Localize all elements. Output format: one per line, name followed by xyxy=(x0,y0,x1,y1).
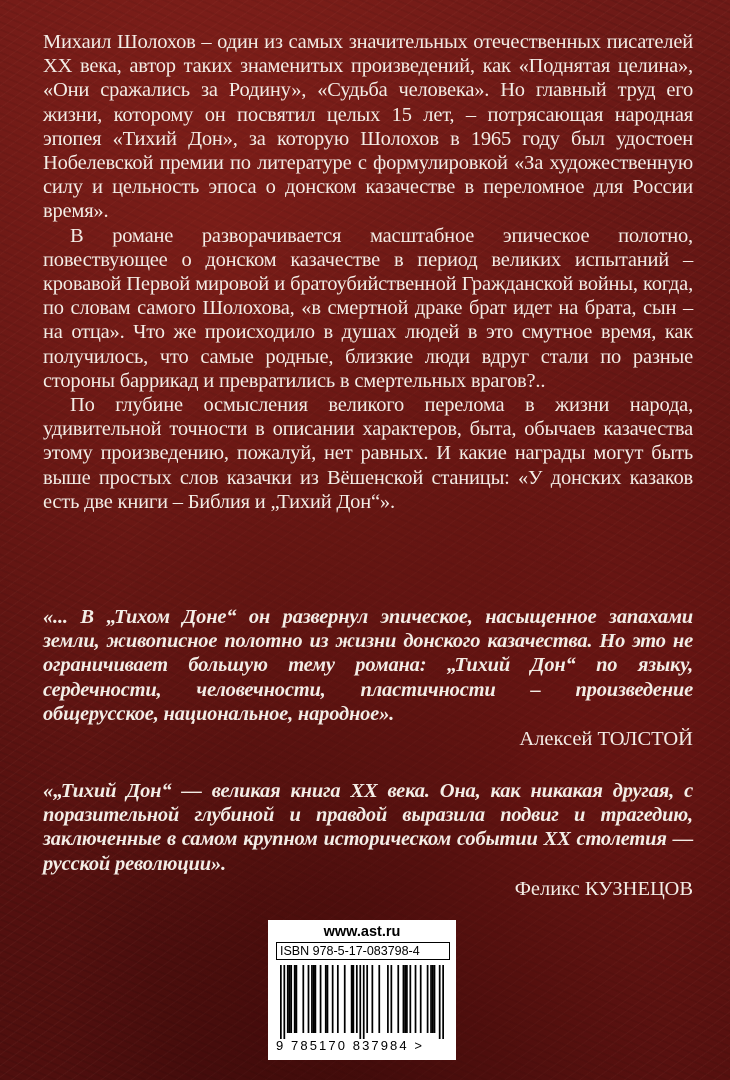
barcode-bar xyxy=(311,965,313,1033)
barcode-label xyxy=(268,920,456,1060)
barcode-bar xyxy=(332,965,334,1033)
barcode-bar xyxy=(427,965,429,1033)
barcode-bar xyxy=(432,965,434,1033)
barcode-bar xyxy=(351,965,353,1033)
barcode-bar xyxy=(442,965,444,1039)
barcode-bar xyxy=(403,965,405,1033)
barcode-bar xyxy=(366,965,368,1033)
barcode-bar xyxy=(415,965,417,1033)
barcode-bar xyxy=(308,965,310,1033)
barcode-bar xyxy=(283,965,285,1039)
barcode-bar xyxy=(363,965,365,1039)
barcode-bar xyxy=(337,965,339,1033)
barcode-bar xyxy=(406,965,408,1033)
barcode-digits: 9 785170 837984 > xyxy=(276,1038,425,1053)
barcode-bar xyxy=(390,965,392,1033)
quote-kuznetsov: «„Тихий Дон“ — великая книга XX века. Она, как никакая другая, с поразительной глубиной и правдой выразила подвиг и трагедию, заключенные в самом крупном историческом событии XX столетия — русской революции». xyxy=(43,780,693,875)
barcode-bar xyxy=(409,965,411,1033)
barcode-bar xyxy=(353,965,355,1033)
barcode-bar xyxy=(439,965,441,1039)
barcode-bar xyxy=(420,965,422,1033)
barcode-bar xyxy=(344,965,346,1033)
quote-author-tolstoy: Алексей ТОЛСТОЙ xyxy=(519,728,693,750)
barcode-bar xyxy=(313,965,315,1033)
barcode-bar xyxy=(404,965,406,1033)
barcode-bar xyxy=(287,965,289,1033)
quote-tolstoy: «... В „Тихом Доне“ он развернул эпическое, насыщенное запахами земли, живописное полотно из жизни донского казачества. Но это не ограничивает большую тему романа: „Тихий Дон“ по языку, сердечности, человечности, пластичности – произведение общерусское, национальное, народное». xyxy=(43,606,693,725)
barcode-bar xyxy=(290,965,292,1033)
barcode-bar xyxy=(387,965,389,1033)
barcode-bar xyxy=(356,965,358,1033)
barcode-graphic xyxy=(280,965,444,1039)
isbn-number: ISBN 978-5-17-083798-4 xyxy=(276,942,450,960)
barcode-bar xyxy=(302,965,304,1033)
paragraph: По глубине осмысления великого перелома в жизни народа, удивительной точности в описании характеров, быта, обычаев казачества этому произведению, пожалуй, нет равных. И какие награды могут быть выше простых слов казачки из Вёшенской станицы: «У донских казаков есть две книги – Библия и „Тихий Дон“». xyxy=(43,394,693,513)
barcode-bar xyxy=(371,965,373,1033)
publisher-url: www.ast.ru xyxy=(323,924,401,940)
paragraph: Михаил Шолохов – один из самых значительных отечественных писателей XX века, автор таких знаменитых произведений, как «Поднятая целина», «Они сражались за Родину», «Судьба человека». Но главный труд его жизни, которому он посвятил целых 15 лет, – потрясающая народная эпопея «Тихий Дон», за которую Шолохов в 1965 году был удостоен Нобелевской премии по литературе с формулировкой «За художественную силу и цельность эпоса о донском казачестве в переломное для России время». xyxy=(43,31,693,223)
barcode-bar xyxy=(397,965,399,1033)
paragraph: В романе разворачивается масштабное эпическое полотно, повествующее о донском казачестве в период великих испытаний – кровавой Первой мировой и братоубийственной Гражданской войны, когда, по словам самого Шолохова, «в смертной драке брат идет на брата, сын – на отца». Что же происходило в душах людей в это смутное время, как получилось, что самые родные, близкие люди вдруг стали по разные стороны баррикад и превратились в смертельных врагов?.. xyxy=(43,224,693,392)
barcode-bar xyxy=(327,965,329,1033)
barcode-bar xyxy=(320,965,322,1033)
barcode-bar xyxy=(280,965,282,1039)
barcode-bar xyxy=(430,965,432,1033)
barcode-bar xyxy=(325,965,327,1033)
barcode-bar xyxy=(296,965,298,1033)
barcode-bar xyxy=(294,965,296,1033)
barcode-bars xyxy=(280,965,444,1039)
barcode-bar xyxy=(378,965,380,1033)
barcode-bar xyxy=(359,965,361,1039)
description-text xyxy=(43,30,693,514)
barcode-bar xyxy=(289,965,291,1033)
barcode-bar xyxy=(315,965,317,1033)
barcode-bar xyxy=(434,965,436,1033)
quote-author-kuznetsov: Феликс КУЗНЕЦОВ xyxy=(514,878,693,900)
